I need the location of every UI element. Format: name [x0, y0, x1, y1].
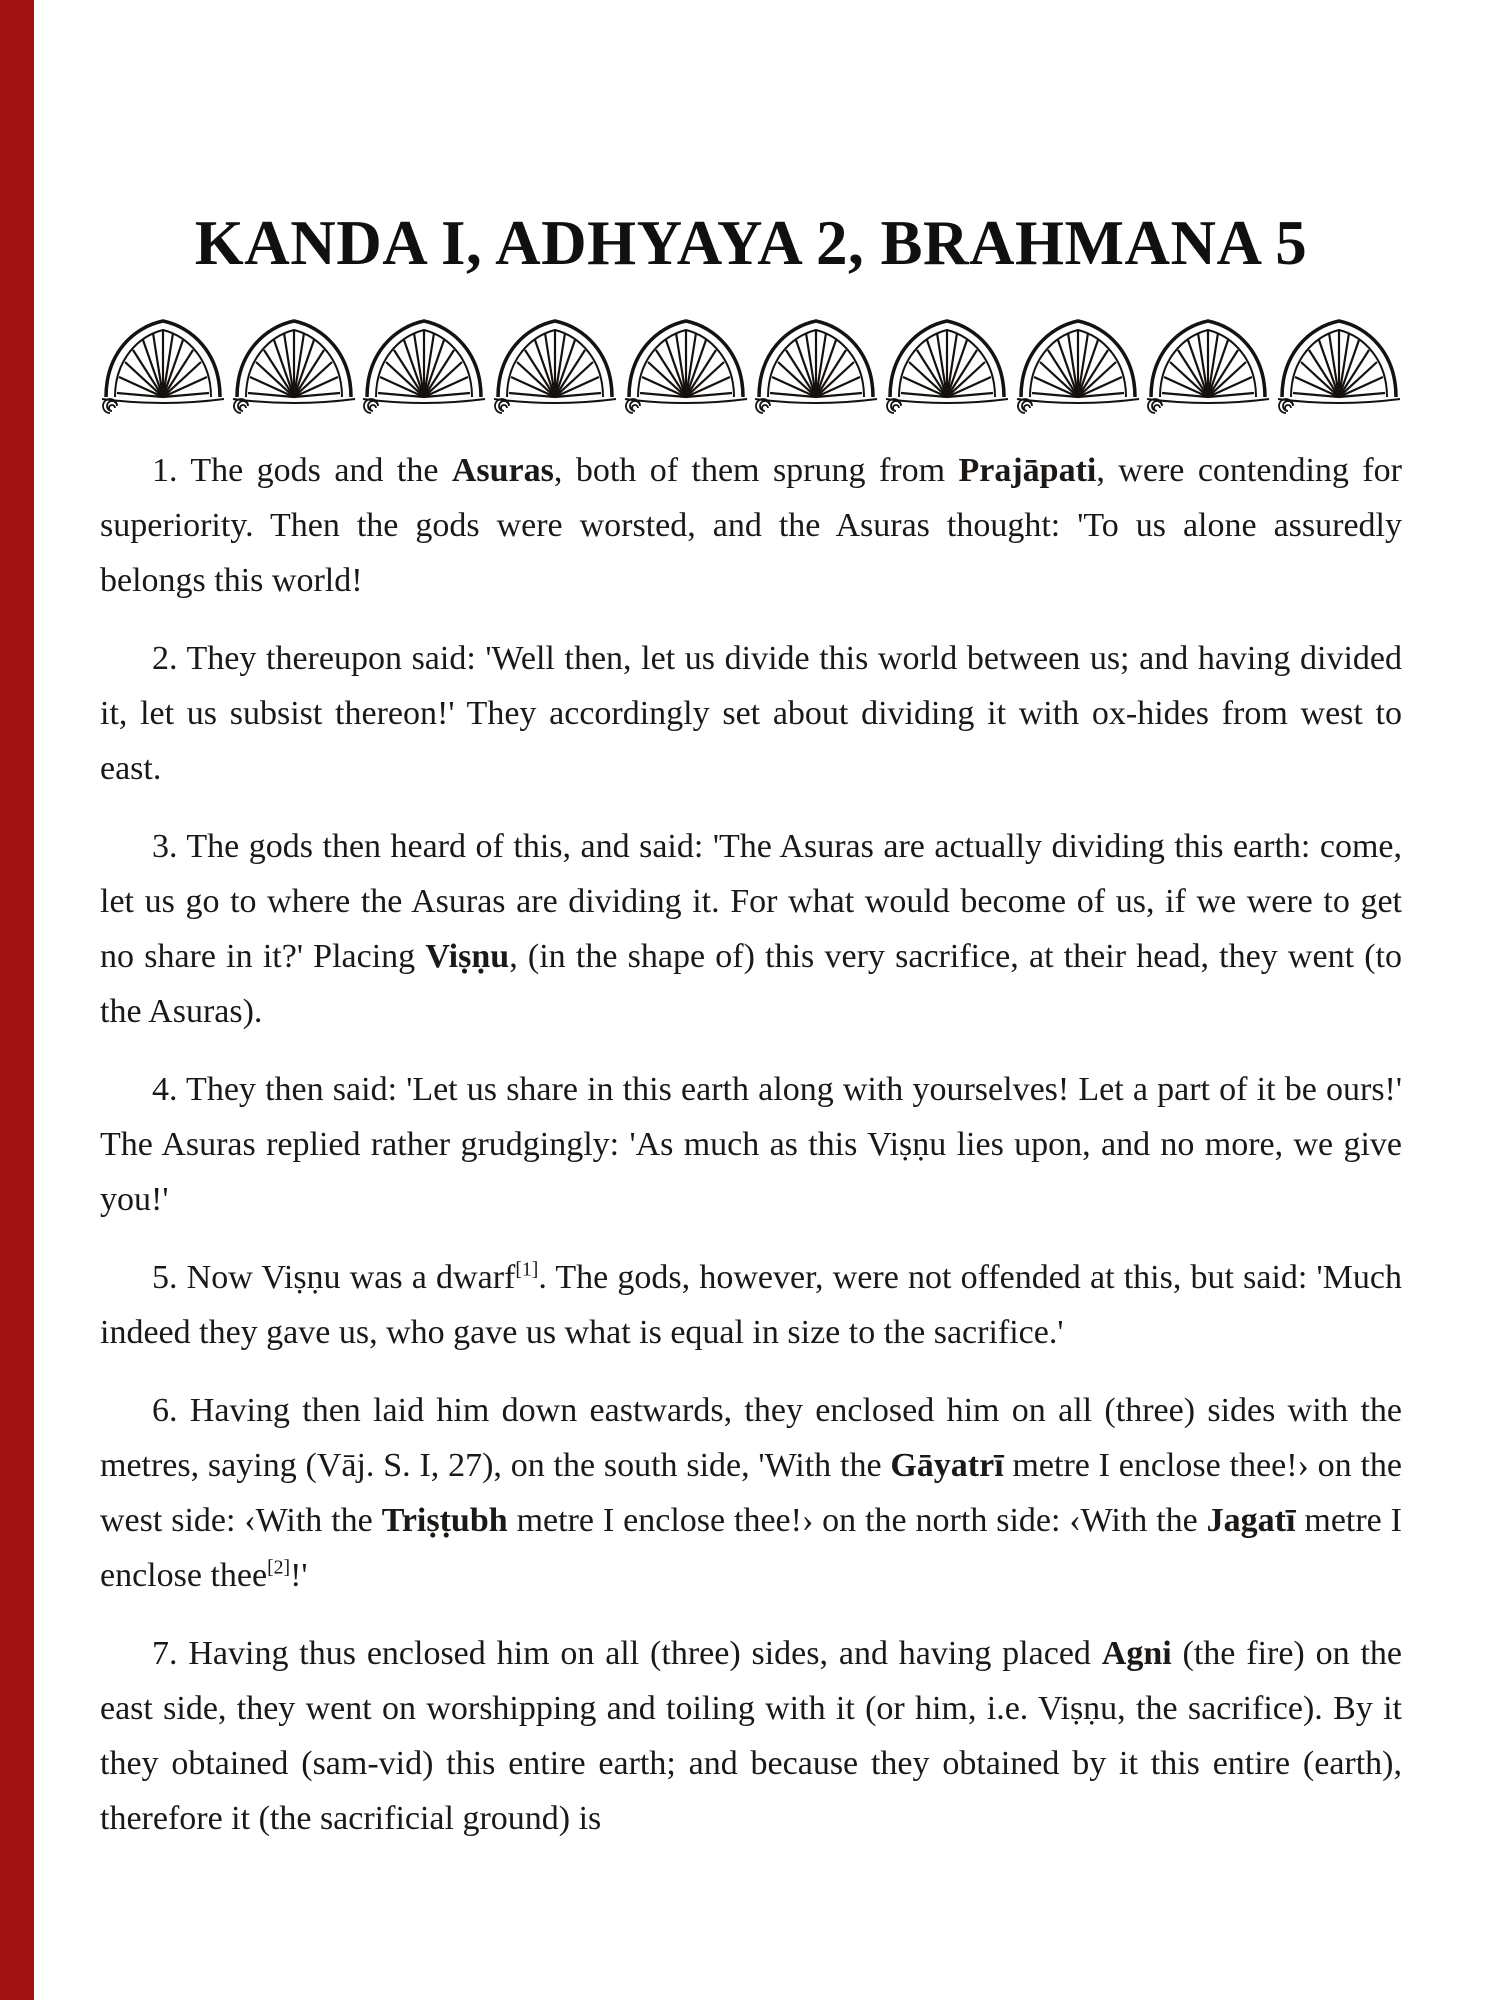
- text-run: . The gods, however, were not offended at this, but said: 'Much indeed they gave us, who gave us what is equal in size to the sacrifice.': [100, 1259, 1402, 1352]
- footnote-marker: [2]: [267, 1557, 291, 1580]
- body-text: [100, 443, 1402, 1846]
- paragraph-2: [100, 631, 1402, 796]
- text-run: , (in the shape of) this very sacrifice, at their head, they went (to the Asuras).: [100, 938, 1403, 1031]
- spine-stripe: [0, 0, 34, 2000]
- paragraph-5: [100, 1250, 1402, 1360]
- text-run: 1. The gods and the: [152, 452, 452, 490]
- text-run: (the fire) on the east side, they went on worshipping and toiling with it (or him, i.e. Viṣṇu, the sacrifice). By it they obtained (sam-vid) this entire earth; and because they obtained by it this entire (earth), therefore it (the sacrificial ground) is: [100, 1635, 1402, 1838]
- emphasized-term: Triṣṭubh: [381, 1502, 508, 1540]
- text-run: 2. They thereupon said: 'Well then, let us divide this world between us; and having divided it, let us subsist thereon!' They accordingly set about dividing it with ox-hides from west to east.: [100, 640, 1402, 788]
- emphasized-term: Agni: [1101, 1635, 1172, 1673]
- paragraph-4: [100, 1062, 1402, 1227]
- text-run: metre I enclose thee!› on the west side: ‹With the: [100, 1447, 1402, 1540]
- text-run: 6. Having then laid him down eastwards, they enclosed him on all (three) sides with the metres, saying (Vāj. S. I, 27), on the south side, 'With the: [100, 1392, 1402, 1485]
- text-run: 5. Now Viṣṇu was a dwarf: [152, 1259, 516, 1297]
- emphasized-term: Asuras: [451, 452, 554, 490]
- emphasized-term: Jagatī: [1206, 1502, 1296, 1540]
- emphasized-term: Gāyatrī: [890, 1447, 1004, 1485]
- palmette-icon: [884, 317, 1010, 417]
- text-run: 3. The gods then heard of this, and said: 'The Asuras are actually dividing this earth: come, let us go to where the Asuras are dividing it. For what would become of us, if we were to get no share in it?' Placing: [100, 828, 1402, 976]
- paragraph-3: [100, 819, 1402, 1039]
- text-run: metre I enclose thee!› on the north side: ‹With the: [507, 1502, 1207, 1540]
- page-title: KANDA I, ADHYAYA 2, BRAHMANA 5: [194, 208, 1308, 279]
- ornament-border: [100, 317, 1402, 417]
- text-run: metre I enclose thee: [100, 1502, 1402, 1595]
- footnote-marker: [1]: [515, 1259, 539, 1282]
- palmette-icon: [100, 317, 226, 417]
- page: [100, 170, 1402, 1846]
- paragraph-6: [100, 1383, 1402, 1603]
- text-run: , were contending for superiority. Then the gods were worsted, and the Asuras thought: 'To us alone assuredly belongs this world!: [100, 452, 1402, 600]
- text-run: 4. They then said: 'Let us share in this earth along with yourselves! Let a part of it be ours!' The Asuras replied rather grudgingly: 'As much as this Viṣṇu lies upon, and no more, we give you!': [100, 1071, 1402, 1219]
- palmette-icon: [1145, 317, 1271, 417]
- emphasized-term: Viṣṇu: [425, 938, 510, 976]
- palmette-icon: [231, 317, 357, 417]
- palmette-icon: [1015, 317, 1141, 417]
- text-run: , both of them sprung from: [553, 452, 959, 490]
- palmette-icon: [623, 317, 749, 417]
- paragraph-1: [100, 443, 1402, 608]
- paragraph-7: [100, 1626, 1402, 1846]
- emphasized-term: Prajāpati: [958, 452, 1097, 490]
- text-run: !': [290, 1557, 308, 1595]
- text-run: 7. Having thus enclosed him on all (three) sides, and having placed: [152, 1635, 1102, 1673]
- palmette-icon: [361, 317, 487, 417]
- palmette-icon: [1276, 317, 1402, 417]
- palmette-icon: [492, 317, 618, 417]
- palmette-icon: [753, 317, 879, 417]
